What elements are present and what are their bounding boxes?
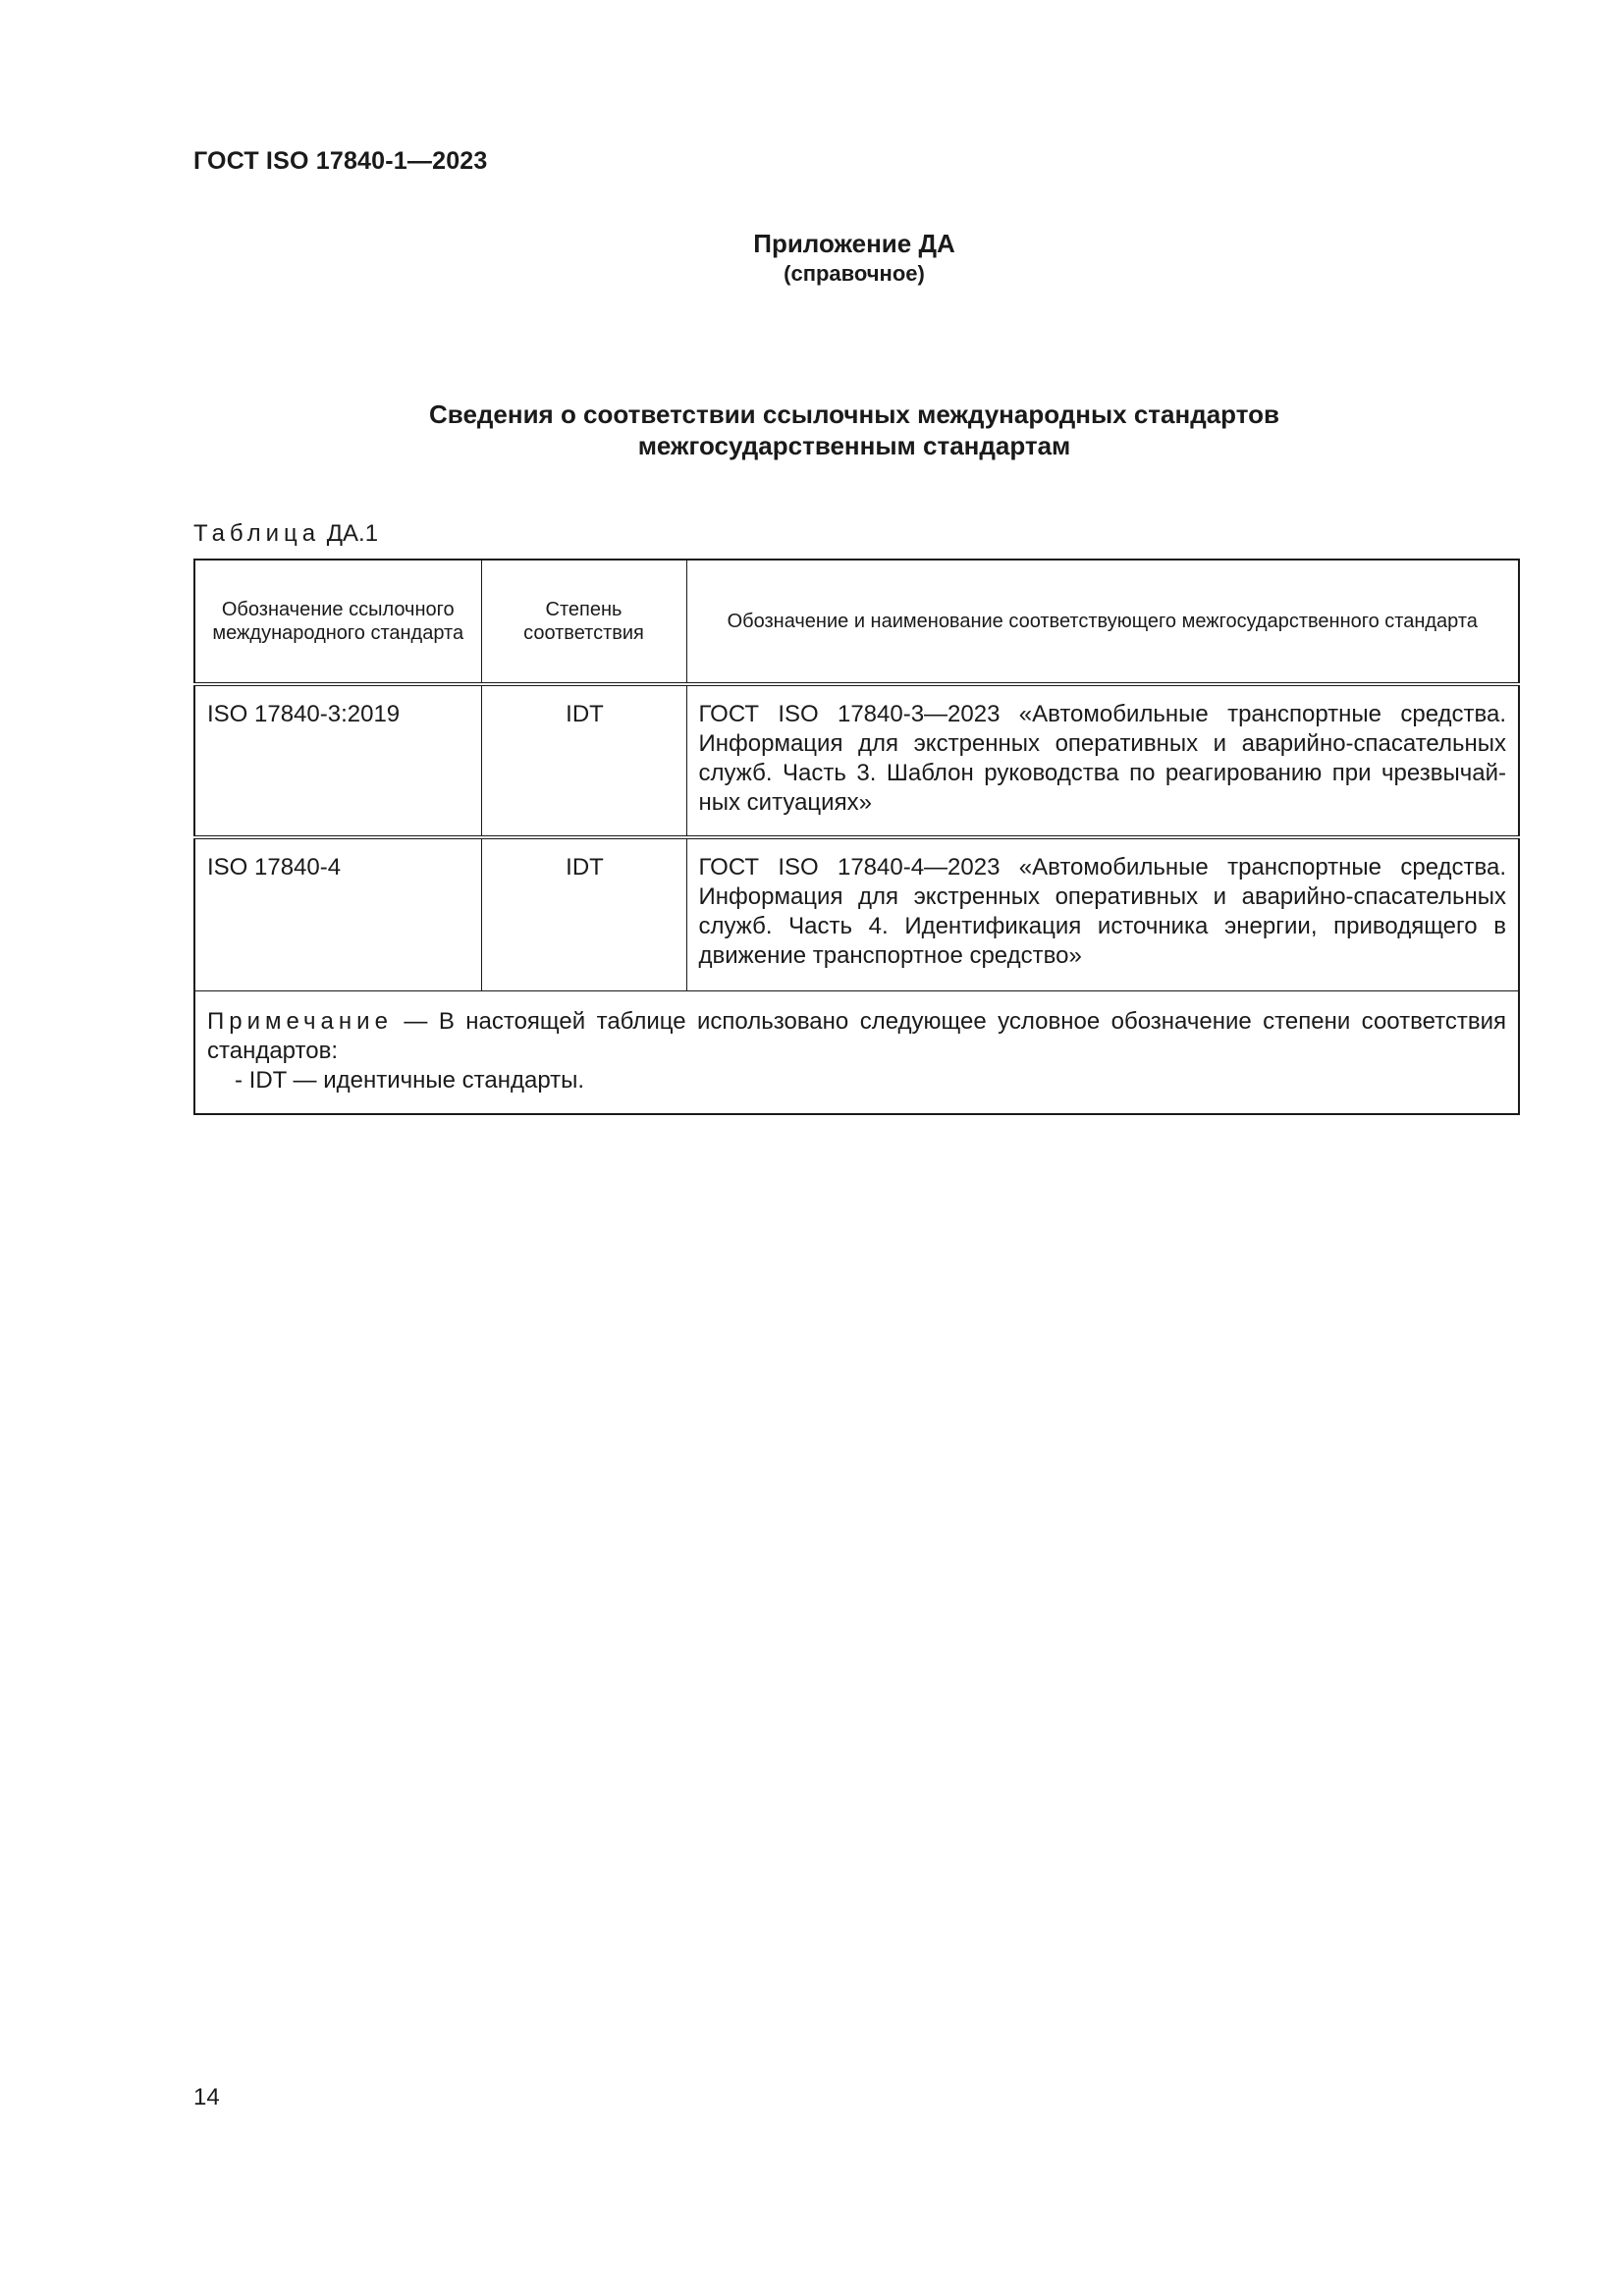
header-interstate-standard: Обозначение и наименование соответствующего межгосударственного стандарта [686,560,1519,684]
table-caption-number: ДА.1 [326,520,379,547]
table-row [194,684,1519,837]
note-text [207,1007,1506,1066]
row-degree: IDT [481,684,686,837]
page-number: 14 [193,2084,220,2110]
header-degree: Степень соответствия [481,560,686,684]
appendix-subtitle: (справочное) [784,261,925,286]
appendix-title: Приложение ДА [753,229,955,258]
row-interstate-standard: ГОСТ ISO 17840-4—2023 «Автомобильные транспортные средства. Информация для экстренных оперативных и аварийно-спасательных служб. Часть 4. Идентификация источника энергии, приводящего в движение транспортное средство» [686,837,1519,990]
row-international-code: ISO 17840-3:2019 [194,684,481,837]
table-note-row [194,990,1519,1114]
row-international-code: ISO 17840-4 [194,837,481,990]
document-header: ГОСТ ISO 17840-1—2023 [193,147,488,175]
table-note [194,990,1519,1114]
table-caption [193,520,378,548]
conformity-table [193,559,1520,1115]
note-list-item: - IDT — идентичные стандарты. [235,1066,585,1094]
note-body: — В настоящей таблице использовано следующее условное обозначение степени соответствия стандартов: [207,1007,1507,1064]
table-caption-word: Таблица [193,520,321,547]
section-title [0,399,1624,461]
row-interstate-standard: ГОСТ ISO 17840-3—2023 «Автомобильные транспортные средства. Информация для экстренных оперативных и аварийно-спасательных служб. Часть 3. Шаблон руководства по реагированию при чрезвычайных ситуациях» [686,684,1519,837]
section-title-line-2: межгосударственным стандартам [637,431,1071,460]
note-label: Примечание [207,1007,393,1035]
table-header-row [194,560,1519,684]
table-row [194,837,1519,990]
appendix-heading [0,228,1624,289]
section-title-line-1: Сведения о соответствии ссылочных международных стандартов [429,400,1279,429]
row-degree: IDT [481,837,686,990]
header-international-standard: Обозначение ссылочного международного стандарта [194,560,481,684]
